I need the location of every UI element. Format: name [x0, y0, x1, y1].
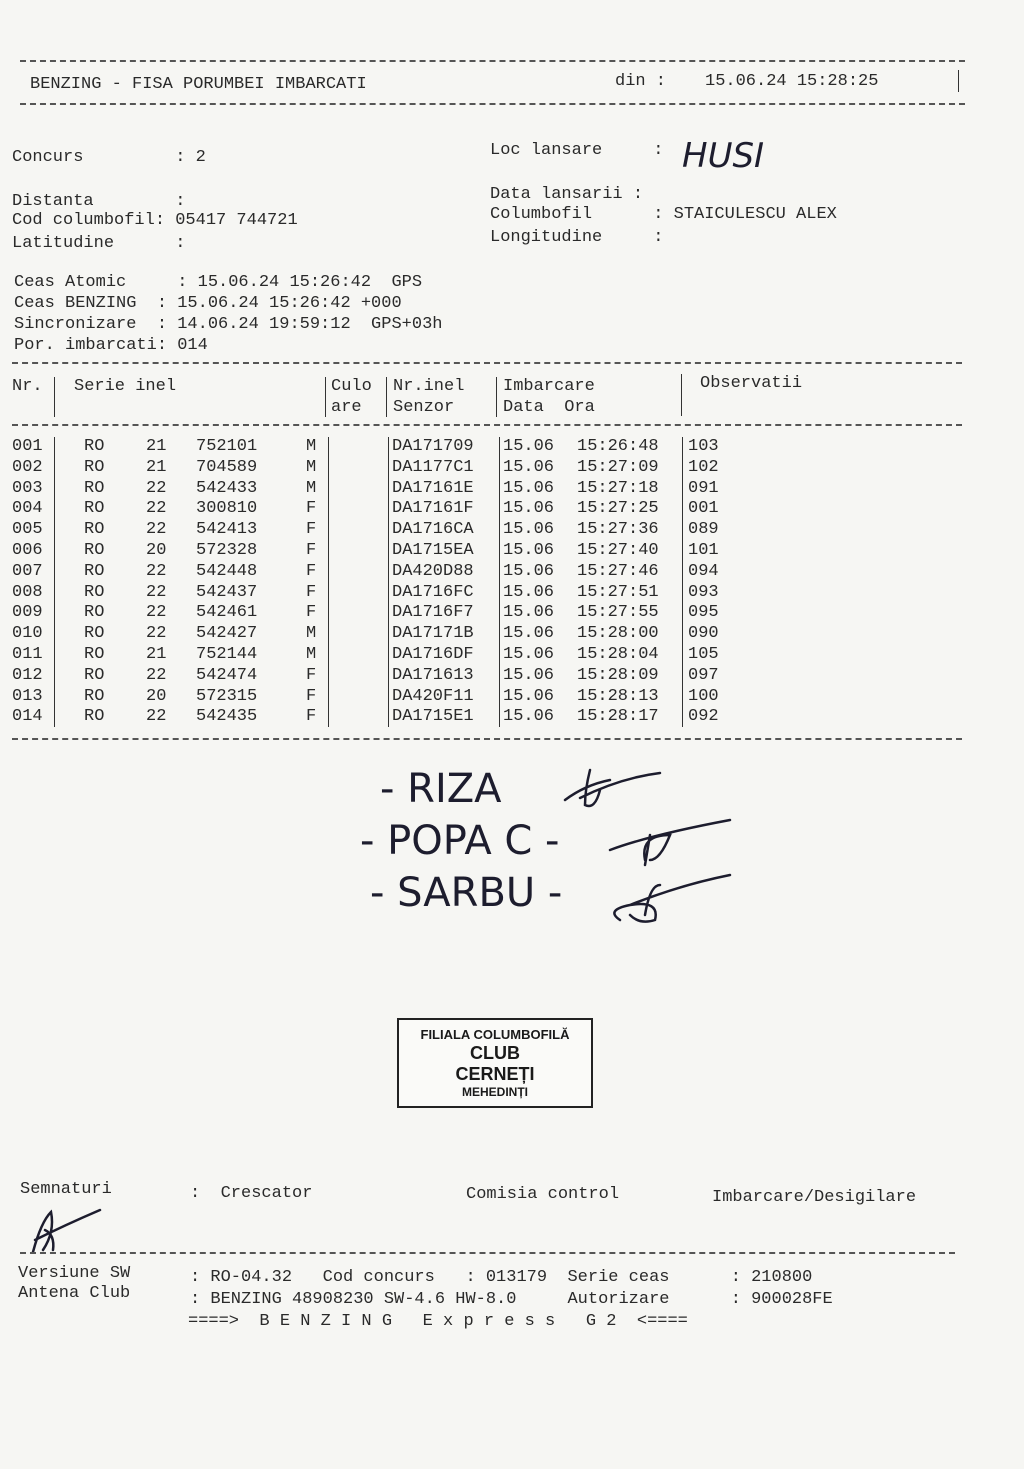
row-year: 21 [146, 437, 167, 456]
row-obs: 093 [688, 582, 719, 602]
row-nr: 011 [12, 645, 43, 664]
row-obs: 092 [688, 707, 719, 727]
row-nr: 014 [12, 707, 43, 727]
row-date: 15.06 [503, 499, 555, 519]
header-divider-3 [386, 377, 387, 417]
crescator-label: : Crescator [190, 1184, 313, 1203]
distanta-field: Distanta : [12, 192, 186, 211]
row-ring: 752144 [196, 645, 258, 664]
header-divider-2 [325, 377, 326, 417]
row-date: 15.06 [503, 707, 555, 727]
row-sensor: DA1716CA [392, 520, 474, 540]
row-time: 15:27:46 [577, 561, 659, 581]
row-nr: 001 [12, 437, 43, 456]
row-ring: 542474 [196, 665, 258, 685]
row-nr: 005 [12, 520, 43, 540]
row-sex: F [306, 499, 317, 519]
row-time: 15:26:48 [577, 437, 659, 456]
row-year: 21 [146, 457, 167, 477]
row-date: 15.06 [503, 686, 555, 706]
antena-club-label: Antena Club [18, 1284, 131, 1303]
row-obs: 105 [688, 645, 719, 664]
row-ring: 572328 [196, 541, 258, 560]
handwritten-signatures [550, 750, 750, 940]
row-ring: 542427 [196, 624, 258, 644]
row-year: 21 [146, 645, 167, 664]
table-header-rule [12, 424, 962, 426]
stamp-line-1: FILIALA COLUMBOFILĂ [420, 1027, 570, 1042]
row-date: 15.06 [503, 437, 555, 456]
document-title: BENZING - FISA PORUMBEI IMBARCATI [30, 75, 367, 94]
row-sensor: DA171709 [392, 437, 474, 456]
row-sex: F [306, 665, 317, 685]
stamp-line-2: CLUB [470, 1043, 520, 1063]
col-header-senzor: Senzor [393, 398, 455, 417]
cod-columbofil-field: Cod columbofil: 05417 744721 [12, 211, 298, 230]
body-divider-4 [499, 437, 500, 727]
row-time: 15:27:36 [577, 520, 659, 540]
row-country: RO [84, 478, 105, 498]
row-country: RO [84, 437, 105, 456]
row-sensor: DA420F11 [392, 686, 474, 706]
row-ring: 542413 [196, 520, 258, 540]
club-stamp [397, 1018, 593, 1108]
row-ring: 572315 [196, 686, 258, 706]
row-country: RO [84, 603, 105, 623]
row-obs: 103 [688, 437, 719, 456]
row-year: 22 [146, 707, 167, 727]
row-obs: 100 [688, 686, 719, 706]
row-year: 20 [146, 686, 167, 706]
col-header-nr: Nr. [12, 377, 43, 396]
row-year: 22 [146, 665, 167, 685]
table-bottom-rule [12, 738, 962, 740]
col-header-culoare-1: Culo [331, 377, 372, 396]
row-sex: F [306, 561, 317, 581]
col-header-serie-inel: Serie inel [74, 377, 177, 396]
row-nr: 012 [12, 665, 43, 685]
semnaturi-label: Semnaturi [20, 1180, 112, 1199]
row-obs: 097 [688, 665, 719, 685]
loc-lansare-field: Loc lansare : [490, 141, 664, 160]
row-nr: 010 [12, 624, 43, 644]
row-nr: 007 [12, 561, 43, 581]
row-obs: 001 [688, 499, 719, 519]
col-header-data-ora: Data Ora [503, 398, 595, 417]
row-date: 15.06 [503, 624, 555, 644]
row-sensor: DA1715EA [392, 541, 474, 560]
row-country: RO [84, 624, 105, 644]
row-ring: 542433 [196, 478, 258, 498]
col-header-culoare-2: are [331, 398, 362, 417]
row-nr: 003 [12, 478, 43, 498]
body-divider-5 [682, 437, 683, 727]
row-time: 15:27:25 [577, 499, 659, 519]
row-sensor: DA1716FC [392, 582, 474, 602]
row-sensor: DA17171B [392, 624, 474, 644]
row-sex: F [306, 541, 317, 560]
row-country: RO [84, 520, 105, 540]
row-ring: 542437 [196, 582, 258, 602]
row-time: 15:28:17 [577, 707, 659, 727]
row-ring: 752101 [196, 437, 258, 456]
header-right-bar [958, 70, 959, 92]
loc-lansare-handwritten: HUSI [682, 136, 765, 176]
row-year: 22 [146, 520, 167, 540]
row-obs: 089 [688, 520, 719, 540]
col-header-nr-inel: Nr.inel [393, 377, 465, 396]
row-nr: 013 [12, 686, 43, 706]
row-time: 15:27:51 [577, 582, 659, 602]
row-sex: F [306, 707, 317, 727]
row-date: 15.06 [503, 665, 555, 685]
body-divider-3 [388, 437, 389, 727]
handwritten-line-2: - POPA C - [360, 818, 560, 864]
row-sex: M [306, 645, 317, 664]
row-country: RO [84, 582, 105, 602]
row-sex: M [306, 437, 317, 456]
body-divider-1 [54, 437, 55, 727]
row-country: RO [84, 457, 105, 477]
row-date: 15.06 [503, 561, 555, 581]
row-sensor: DA1715E1 [392, 707, 474, 727]
header-divider-5 [681, 374, 682, 416]
row-year: 22 [146, 624, 167, 644]
row-ring: 704589 [196, 457, 258, 477]
row-ring: 542461 [196, 603, 258, 623]
row-nr: 002 [12, 457, 43, 477]
row-sensor: DA17161F [392, 499, 474, 519]
row-sex: F [306, 520, 317, 540]
columbofil-field: Columbofil : STAICULESCU ALEX [490, 205, 837, 224]
row-obs: 102 [688, 457, 719, 477]
row-country: RO [84, 541, 105, 560]
row-time: 15:28:04 [577, 645, 659, 664]
row-sensor: DA171613 [392, 665, 474, 685]
row-sex: M [306, 624, 317, 644]
row-country: RO [84, 707, 105, 727]
footer-line-2: : BENZING 48908230 SW-4.6 HW-8.0 Autorizare : 900028FE [190, 1290, 833, 1309]
col-header-observatii: Observatii [700, 374, 803, 393]
row-obs: 090 [688, 624, 719, 644]
footer-line-3: ====> B E N Z I N G E x p r e s s G 2 <==== [188, 1312, 688, 1331]
header-divider-1 [54, 377, 55, 417]
row-sensor: DA17161E [392, 478, 474, 498]
print-date-value: 15.06.24 15:28:25 [705, 72, 879, 91]
header-bottom-rule [20, 103, 965, 105]
longitudine-field: Longitudine : [490, 228, 664, 247]
table-top-rule [12, 362, 962, 364]
col-header-imbarcare: Imbarcare [503, 377, 595, 396]
ceas-benzing-field: Ceas BENZING : 15.06.24 15:26:42 +000 [14, 294, 402, 313]
row-country: RO [84, 499, 105, 519]
row-country: RO [84, 645, 105, 664]
row-date: 15.06 [503, 582, 555, 602]
print-date-label: din : [615, 72, 667, 91]
handwritten-line-1: - RIZA [380, 766, 502, 812]
ceas-atomic-field: Ceas Atomic : 15.06.24 15:26:42 GPS [14, 273, 423, 292]
row-time: 15:28:09 [577, 665, 659, 685]
stamp-line-4: MEHEDINȚI [462, 1085, 528, 1099]
body-divider-2 [328, 437, 329, 727]
header-top-rule [20, 60, 965, 62]
row-time: 15:27:40 [577, 541, 659, 560]
row-time: 15:27:09 [577, 457, 659, 477]
crescator-signature [25, 1200, 115, 1260]
row-obs: 101 [688, 541, 719, 560]
row-date: 15.06 [503, 645, 555, 664]
concurs-field: Concurs : 2 [12, 148, 206, 167]
row-obs: 091 [688, 478, 719, 498]
row-nr: 004 [12, 499, 43, 519]
row-time: 15:27:18 [577, 478, 659, 498]
data-lansarii-field: Data lansarii : [490, 185, 644, 204]
row-year: 20 [146, 541, 167, 560]
row-ring: 300810 [196, 499, 258, 519]
row-sensor: DA1177C1 [392, 457, 474, 477]
porumbei-imbarcati-field: Por. imbarcati: 014 [14, 336, 208, 355]
row-date: 15.06 [503, 520, 555, 540]
row-year: 22 [146, 561, 167, 581]
row-sex: F [306, 603, 317, 623]
row-obs: 095 [688, 603, 719, 623]
row-ring: 542448 [196, 561, 258, 581]
row-obs: 094 [688, 561, 719, 581]
row-sensor: DA420D88 [392, 561, 474, 581]
row-sensor: DA1716F7 [392, 603, 474, 623]
versiune-sw-label: Versiune SW [18, 1264, 131, 1283]
latitudine-field: Latitudine : [12, 234, 186, 253]
row-time: 15:27:55 [577, 603, 659, 623]
row-date: 15.06 [503, 541, 555, 560]
row-sex: F [306, 582, 317, 602]
row-nr: 006 [12, 541, 43, 560]
stamp-line-3: CERNEȚI [455, 1064, 535, 1084]
row-time: 15:28:13 [577, 686, 659, 706]
row-sensor: DA1716DF [392, 645, 474, 664]
row-ring: 542435 [196, 707, 258, 727]
row-nr: 009 [12, 603, 43, 623]
row-country: RO [84, 686, 105, 706]
header-divider-4 [496, 377, 497, 417]
row-date: 15.06 [503, 603, 555, 623]
row-year: 22 [146, 582, 167, 602]
row-sex: F [306, 686, 317, 706]
footer-line-1: : RO-04.32 Cod concurs : 013179 Serie ceas : 210800 [190, 1268, 813, 1287]
footer-rule [20, 1252, 955, 1254]
row-date: 15.06 [503, 478, 555, 498]
row-nr: 008 [12, 582, 43, 602]
row-date: 15.06 [503, 457, 555, 477]
handwritten-line-3: - SARBU - [370, 870, 563, 916]
imbarcare-desigilare-label: Imbarcare/Desigilare [712, 1188, 917, 1207]
row-year: 22 [146, 499, 167, 519]
row-sex: M [306, 457, 317, 477]
comisia-control-label: Comisia control [466, 1185, 620, 1204]
row-country: RO [84, 561, 105, 581]
sincronizare-field: Sincronizare : 14.06.24 19:59:12 GPS+03h [14, 315, 443, 334]
row-time: 15:28:00 [577, 624, 659, 644]
row-sex: M [306, 478, 317, 498]
row-year: 22 [146, 603, 167, 623]
row-country: RO [84, 665, 105, 685]
row-year: 22 [146, 478, 167, 498]
table-body [0, 437, 1024, 729]
